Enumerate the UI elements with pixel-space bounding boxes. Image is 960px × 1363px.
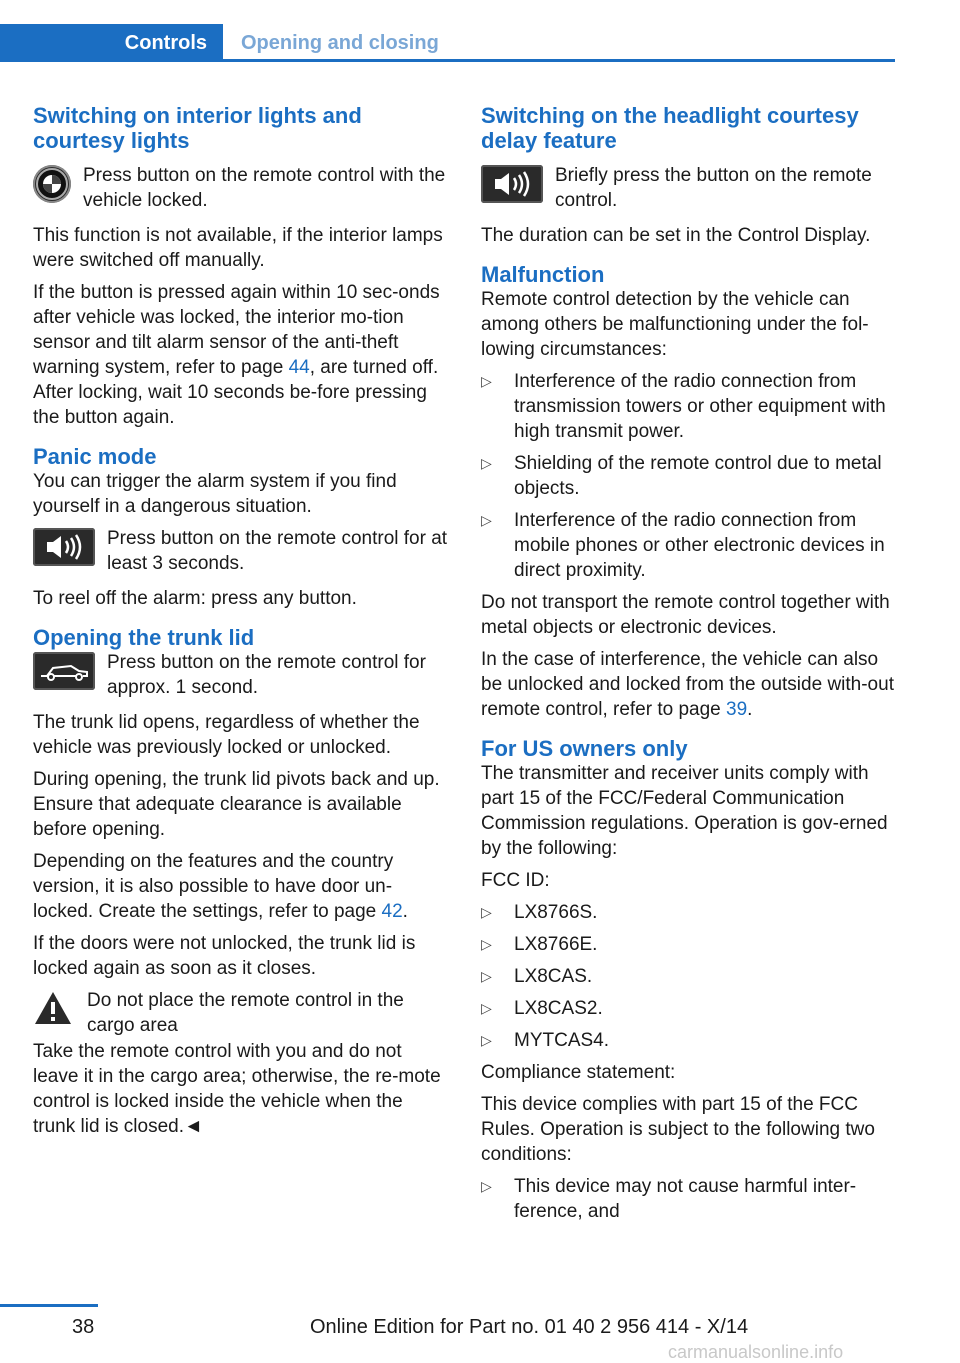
list-item-text: LX8CAS2. <box>514 998 603 1019</box>
paragraph <box>33 280 449 430</box>
tab-opening-and-closing[interactable]: Opening and closing <box>241 31 439 54</box>
section-malfunction <box>481 262 897 722</box>
page-link-42[interactable]: 42 <box>381 901 403 922</box>
section-title-interior-lights: Switching on interior lights and courtesy lights <box>33 103 362 153</box>
list-item-text: LX8766S. <box>514 902 598 923</box>
section-title-panic-mode: Panic mode <box>33 444 157 469</box>
icon-text-trunk: Press button on the remote control for approx. 1 second. <box>107 652 426 698</box>
list-item <box>481 964 897 989</box>
paragraph: During opening, the trunk lid pivots back and up. Ensure that adequate clearance is available before opening. <box>33 769 440 840</box>
section-trunk-lid <box>33 625 449 1139</box>
icon-text-interior-lights: Press button on the remote control with the vehicle locked. <box>83 165 446 211</box>
list-item-text: Shielding of the remote control due to metal objects. <box>514 453 882 499</box>
triangle-bullet-icon: ▷ <box>481 1178 492 1194</box>
section-title-trunk-lid: Opening the trunk lid <box>33 625 255 650</box>
list-item-text: MYTCAS4. <box>514 1030 610 1051</box>
paragraph-text: If the button is pressed again within 10 sec-onds after vehicle was locked, the interior mo-tion sensor and tilt alarm sensor of the anti-theft warning system, refer to page <box>33 282 440 378</box>
paragraph: You can trigger the alarm system if you find yourself in a dangerous situation. <box>33 471 397 517</box>
paragraph: If the doors were not unlocked, the trunk lid is locked again as soon as it closes. <box>33 933 416 979</box>
list-item <box>481 1028 897 1053</box>
warning-text: Take the remote control with you and do not leave it in the cargo area; otherwise, the re-mote control is locked inside the vehicle when the trunk lid is closed.◄ <box>33 1041 441 1137</box>
paragraph: The transmitter and receiver units comply with part 15 of the FCC/Federal Communication Commission regulations. Operation is gov-erned by the following: <box>481 763 888 859</box>
paragraph: To reel off the alarm: press any button. <box>33 588 357 609</box>
paragraph: The trunk lid opens, regardless of whether the vehicle was previously locked or unlocked. <box>33 712 420 758</box>
paragraph-text: , are turned off. After locking, wait 10 seconds be-fore pressing the button again. <box>33 357 439 428</box>
paragraph: This function is not available, if the interior lamps were switched off manually. <box>33 225 443 271</box>
malfunction-list <box>481 369 897 583</box>
list-item-text: LX8766E. <box>514 934 598 955</box>
triangle-bullet-icon: ▷ <box>481 373 492 389</box>
list-item <box>481 932 897 957</box>
section-panic-mode <box>33 444 449 611</box>
trunk-car-button-icon <box>33 652 95 690</box>
conditions-list <box>481 1174 897 1224</box>
list-item <box>481 508 897 583</box>
list-item <box>481 451 897 501</box>
header-rule <box>0 59 895 62</box>
section-us-owners <box>481 736 897 1224</box>
list-item-text: Interference of the radio connection from transmission towers or other equipment with high transmit power. <box>514 371 886 442</box>
footer-rule <box>0 1304 98 1307</box>
icon-row-panic <box>33 526 449 576</box>
paragraph: This device complies with part 15 of the FCC Rules. Operation is subject to the following two conditions: <box>481 1094 875 1165</box>
paragraph: FCC ID: <box>481 870 550 891</box>
paragraph-text: In the case of interference, the vehicle can also be unlocked and locked from the outside with-out remote control, refer to page <box>481 649 894 720</box>
triangle-bullet-icon: ▷ <box>481 904 492 920</box>
list-item <box>481 996 897 1021</box>
warning-block <box>33 988 449 1038</box>
paragraph: Remote control detection by the vehicle can among others be malfunctioning under the fol-lowing circumstances: <box>481 289 869 360</box>
header-tabbar <box>0 24 895 62</box>
paragraph: Compliance statement: <box>481 1062 676 1083</box>
warning-triangle-icon <box>33 990 73 1033</box>
list-item <box>481 369 897 444</box>
panic-sound-button-icon <box>33 528 95 566</box>
fcc-id-list <box>481 900 897 1053</box>
bmw-logo-button-icon <box>33 165 71 203</box>
triangle-bullet-icon: ▷ <box>481 1032 492 1048</box>
paragraph <box>33 849 449 924</box>
triangle-bullet-icon: ▷ <box>481 512 492 528</box>
list-item-text: Interference of the radio connection from mobile phones or other electronic devices in direct proximity. <box>514 510 885 581</box>
icon-row-headlight <box>481 163 897 213</box>
warning-title: Do not place the remote control in the cargo area <box>87 990 404 1036</box>
list-item-text: This device may not cause harmful inter-ference, and <box>514 1176 857 1222</box>
section-title-malfunction: Malfunction <box>481 262 605 287</box>
paragraph-text: . <box>402 901 408 922</box>
paragraph <box>481 647 897 722</box>
triangle-bullet-icon: ▷ <box>481 455 492 471</box>
tab-controls[interactable]: Controls <box>0 24 223 62</box>
section-title-us-owners: For US owners only <box>481 736 688 761</box>
paragraph-text: . <box>747 699 753 720</box>
triangle-bullet-icon: ▷ <box>481 1000 492 1016</box>
icon-text-panic: Press button on the remote control for at least 3 seconds. <box>107 528 448 574</box>
watermark: carmanualsonline.info <box>668 1342 844 1362</box>
paragraph: The duration can be set in the Control Display. <box>481 225 871 246</box>
icon-row-interior-lights <box>33 163 449 213</box>
paragraph: Do not transport the remote control together with metal objects or electronic devices. <box>481 592 890 638</box>
page-link-39[interactable]: 39 <box>726 699 748 720</box>
triangle-bullet-icon: ▷ <box>481 968 492 984</box>
list-item <box>481 1174 897 1224</box>
section-title-headlight-courtesy: Switching on the headlight courtesy delay feature <box>481 103 859 153</box>
left-column <box>33 103 449 1146</box>
paragraph-text: Depending on the features and the country version, it is also possible to have door un-locked. Create the settings, refer to page <box>33 851 394 922</box>
icon-text-headlight: Briefly press the button on the remote control. <box>555 165 872 211</box>
triangle-bullet-icon: ▷ <box>481 936 492 952</box>
icon-row-trunk <box>33 650 449 700</box>
page-link-44[interactable]: 44 <box>288 357 310 378</box>
list-item <box>481 900 897 925</box>
page-number: 38 <box>72 1316 95 1338</box>
list-item-text: LX8CAS. <box>514 966 593 987</box>
edition-text: Online Edition for Part no. 01 40 2 956 414 - X/14 <box>310 1316 749 1338</box>
headlight-sound-button-icon <box>481 165 543 203</box>
right-column <box>481 103 897 1231</box>
